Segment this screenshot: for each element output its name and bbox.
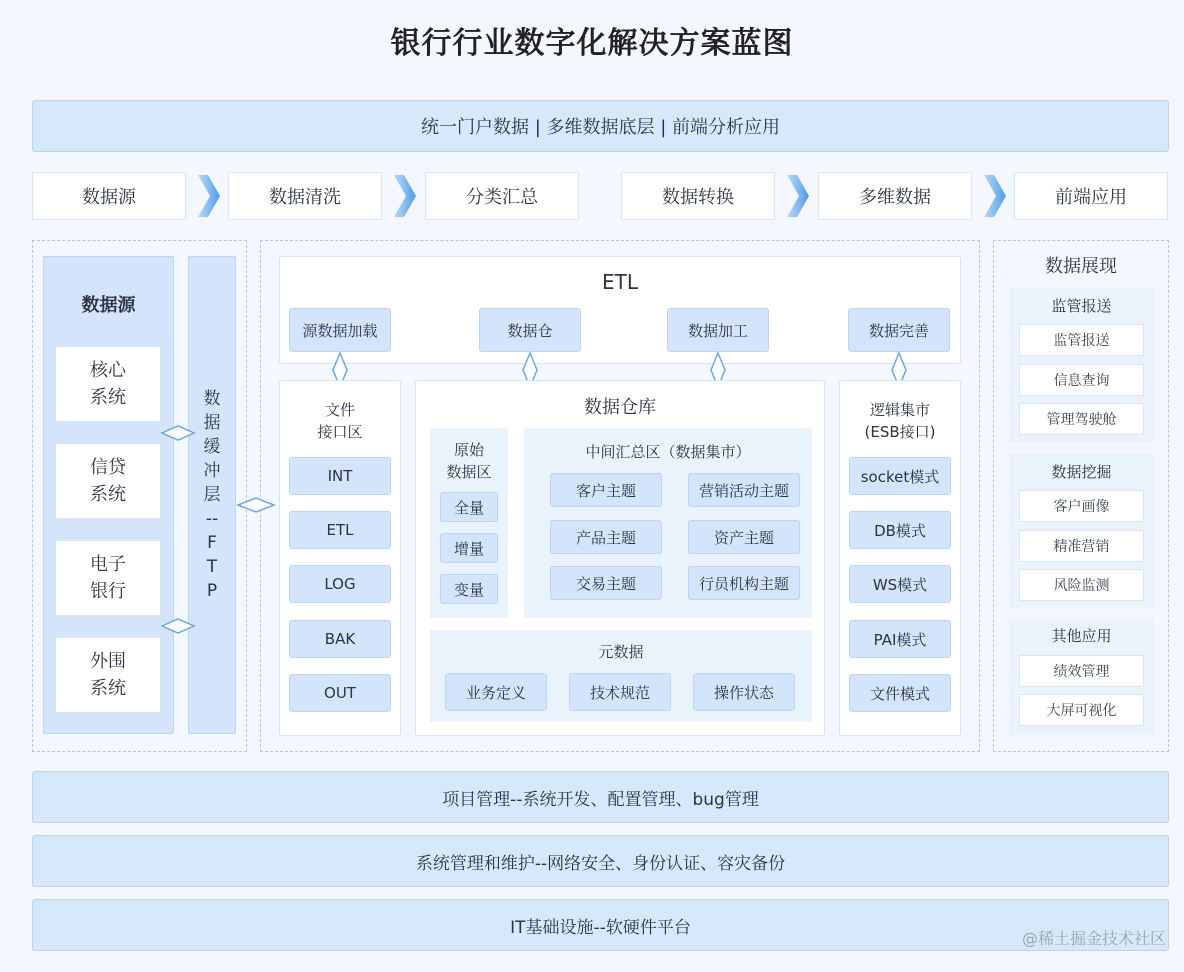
mid-summary-title: 中间汇总区（数据集市） [585,442,751,461]
group-other-title: 其他应用 [1051,626,1112,645]
theme-staff-org: 行员机构主题 [688,566,800,600]
data-source-title: 数据源 [81,295,136,316]
app-performance: 绩效管理 [1019,655,1144,687]
watermark: @稀土掘金技术社区 [1021,929,1166,948]
logic-mart-title: 逻辑集市 (ESB接口) [864,401,936,441]
file-item-log: LOG [289,565,391,603]
etl-item-warehouse: 数据仓 [479,308,581,352]
group-mining-title: 数据挖掘 [1051,462,1112,481]
file-item-bak: BAK [289,620,391,658]
buffer-char: 冲 [203,461,221,481]
buffer-char: P [206,581,218,601]
band-system-maintenance: 系统管理和维护--网络安全、身份认证、容灾备份 [32,835,1169,887]
etl-item-source-load: 源数据加载 [289,308,391,352]
buffer-char: 据 [203,413,221,433]
app-precision-marketing: 精准营销 [1019,530,1144,562]
buffer-char: 数 [203,389,221,409]
flow-arrow-icon [198,175,220,217]
theme-asset: 资产主题 [688,520,800,554]
warehouse-title: 数据仓库 [584,397,656,418]
mode-pai: PAI模式 [849,620,951,658]
system-core: 核心 系统 [55,346,161,422]
file-interface-title: 文件 接口区 [317,401,363,441]
raw-item-incremental: 增量 [440,533,498,563]
file-item-int: INT [289,457,391,495]
connector-diamond-icon [237,496,275,514]
flow-step-cleaning: 数据清洗 [228,172,382,220]
app-customer-profile: 客户画像 [1019,490,1144,522]
flow-step-frontend: 前端应用 [1014,172,1168,220]
theme-transaction: 交易主题 [550,566,662,600]
page-title: 银行行业数字化解决方案蓝图 [390,26,794,61]
metadata-title: 元数据 [598,642,644,661]
flow-arrow-icon [394,175,416,217]
connector-diamond-icon [161,424,195,442]
app-cockpit: 管理驾驶舱 [1019,403,1144,435]
flow-arrow-icon [984,175,1006,217]
buffer-char: 缓 [203,437,221,457]
raw-item-full: 全量 [440,492,498,522]
flow-step-transform: 数据转换 [621,172,775,220]
system-ebank: 电子 银行 [55,540,161,616]
system-credit: 信贷 系统 [55,443,161,519]
mode-db: DB模式 [849,511,951,549]
raw-item-variable: 变量 [440,574,498,604]
buffer-char: -- [205,509,219,529]
meta-op-status: 操作状态 [693,673,795,711]
raw-data-title: 原始 数据区 [446,441,492,481]
flow-arrow-icon [787,175,809,217]
theme-product: 产品主题 [550,520,662,554]
app-regulatory-report: 监管报送 [1019,324,1144,356]
presentation-title: 数据展现 [1045,256,1117,277]
buffer-char: T [206,557,218,577]
buffer-char: 层 [203,485,221,505]
file-item-out: OUT [289,674,391,712]
band-infrastructure: IT基础设施--软硬件平台 [32,899,1169,951]
meta-business-def: 业务定义 [445,673,547,711]
app-info-query: 信息查询 [1019,364,1144,396]
flow-step-data-source: 数据源 [32,172,186,220]
system-peripheral: 外围 系统 [55,637,161,713]
app-risk-monitor: 风险监测 [1019,569,1144,601]
flow-step-summary: 分类汇总 [425,172,579,220]
app-big-screen: 大屏可视化 [1019,694,1144,726]
buffer-char: F [207,533,217,553]
etl-item-processing: 数据加工 [667,308,769,352]
buffer-label [188,384,236,606]
top-band: 统一门户数据 | 多维数据底层 | 前端分析应用 [32,100,1169,152]
mode-file: 文件模式 [849,674,951,712]
mode-socket: socket模式 [849,457,951,495]
theme-customer: 客户主题 [550,473,662,507]
etl-item-refine: 数据完善 [848,308,950,352]
meta-tech-spec: 技术规范 [569,673,671,711]
theme-marketing: 营销活动主题 [688,473,800,507]
flow-step-multidim: 多维数据 [818,172,972,220]
group-regulatory-title: 监管报送 [1051,296,1112,315]
mode-ws: WS模式 [849,565,951,603]
etl-title: ETL [602,270,638,294]
band-project-management: 项目管理--系统开发、配置管理、bug管理 [32,771,1169,823]
file-item-etl: ETL [289,511,391,549]
connector-diamond-icon [161,617,195,635]
